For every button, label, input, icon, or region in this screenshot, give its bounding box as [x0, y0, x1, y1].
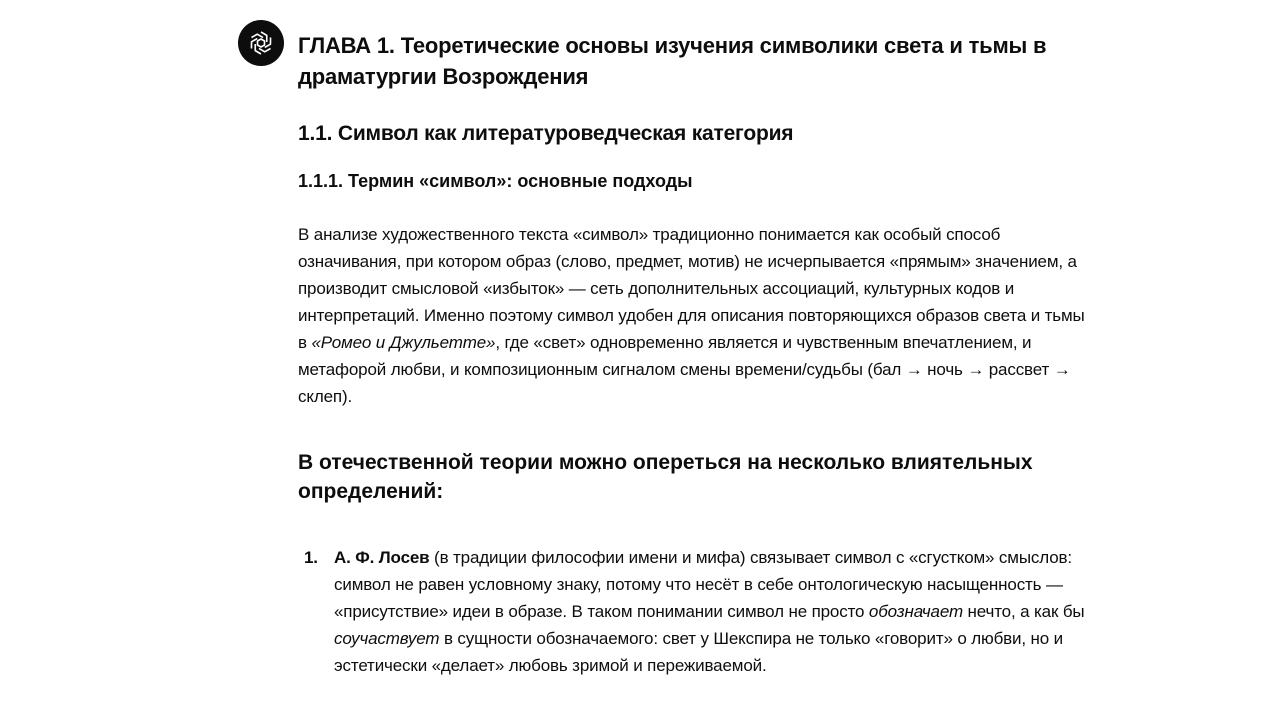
assistant-avatar [238, 20, 284, 66]
subsection-title: 1.1.1. Термин «символ»: основные подходы [298, 171, 693, 191]
def-italic-1: обозначает [868, 602, 963, 621]
openai-logo-icon [246, 28, 276, 58]
section-title: 1.1. Символ как литературоведческая категория [298, 122, 794, 145]
def-italic-2: соучаствует [334, 629, 440, 648]
body-paragraph [298, 221, 1098, 410]
paragraph-text-part1: В анализе художественного текста «символ» традиционно понимается как особый способ означивания, при котором образ (слово, предмет, мотив) не исчерпывается «прямым» значением, а производит смысловой «избыток» — сеть дополнительных ассоциаций, культурных кодов и интерпретаций. Именно поэтому символ удобен для описания повторяющихся образов света и тьмы в [298, 225, 1085, 352]
definitions-list [298, 544, 1098, 679]
def-text-2: нечто, а как бы [962, 602, 1085, 621]
paragraph-italic-title: «Ромео и Джульетте» [311, 333, 496, 352]
def-text-3: в сущности обозначаемого: свет у Шекспира не только «говорит» о любви, но и эстетически «делает» любовь зримой и переживаемой. [334, 629, 1064, 675]
theory-heading: В отечественной теории можно опереться на несколько влиятельных определений: [298, 451, 1033, 503]
list-item-number: 1. [304, 548, 318, 567]
chapter-title: ГЛАВА 1. Теоретические основы изучения символики света и тьмы в драматургии Возрождения [298, 33, 1047, 89]
list-item-text [334, 548, 1084, 675]
author-name: А. Ф. Лосев [334, 548, 430, 567]
paragraph-text-part2: , где «свет» одновременно является и чувственным впечатлением, и метафорой любви, и композиционным сигналом смены времени/судьбы (бал → ночь → рассвет → склеп). [298, 333, 1071, 406]
def-text-1: (в традиции философии имени и мифа) связывает символ с «сгустком» смыслов: символ не равен условному знаку, потому что несёт в себе онтологическую насыщенность — «присутствие» идеи в образе. В таком понимании символ не просто [334, 548, 1072, 621]
list-item [298, 544, 1098, 679]
message-content [298, 18, 1098, 679]
